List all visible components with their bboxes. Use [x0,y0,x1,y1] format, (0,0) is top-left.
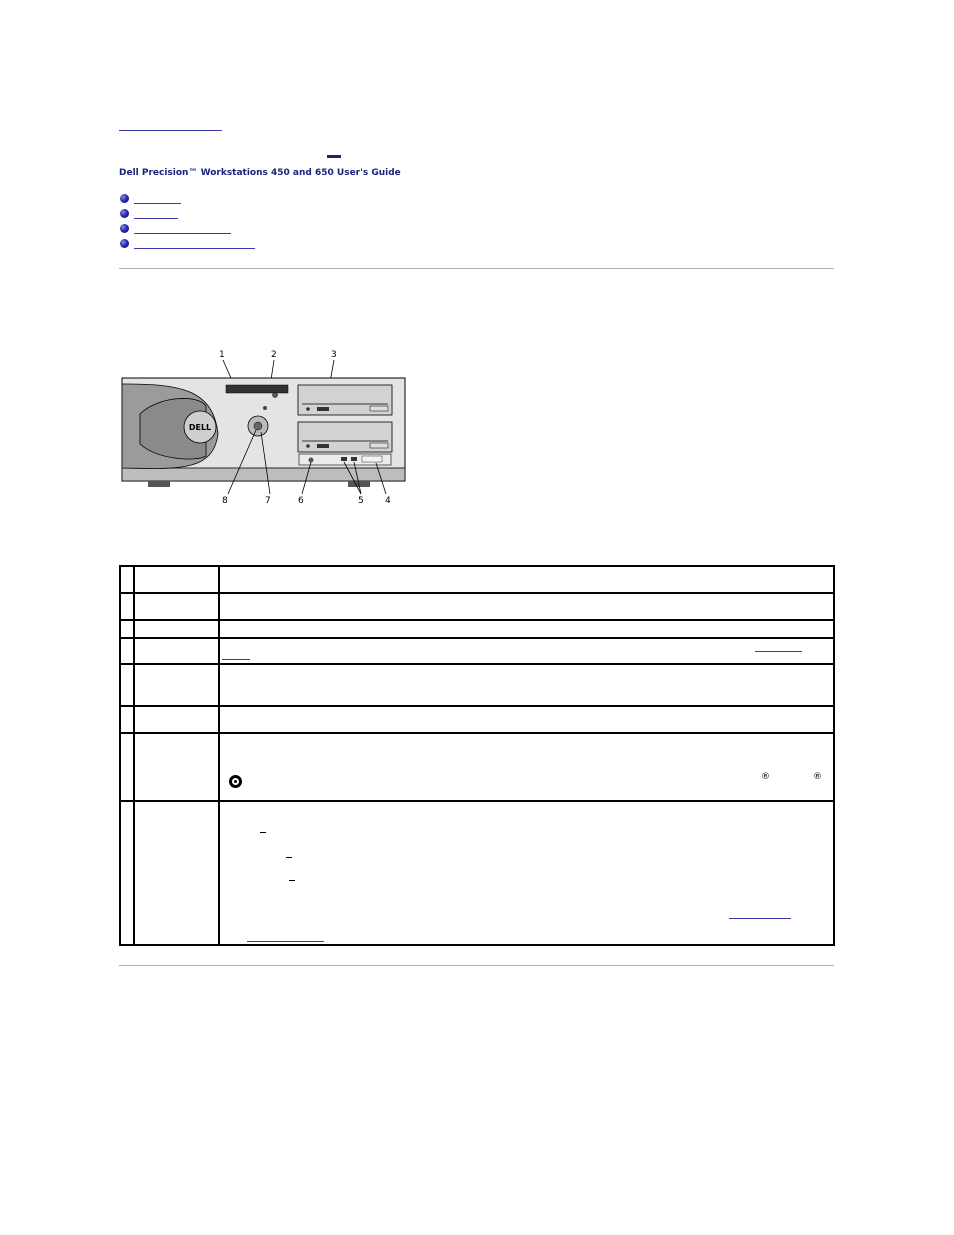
divider-bottom [119,965,834,966]
list-dash [286,857,292,858]
registered-mark: ® [761,772,770,782]
table-link[interactable] [729,918,791,919]
divider-top [119,268,834,269]
bullet-icon [120,194,129,203]
section-link-3[interactable] [134,233,231,234]
dell-logo-text: DELL [188,423,212,432]
table-column-divider [218,567,220,944]
page-subtitle: Dell Precision™ Workstations 450 and 650 User's Guide [119,168,401,178]
registered-mark: ® [813,772,822,782]
table-link[interactable] [247,941,324,942]
header-mark [327,155,341,158]
callout-number: 8 [222,496,228,506]
front-view-table [119,565,835,946]
table-row-divider [121,592,833,594]
section-link-2[interactable] [134,218,178,219]
back-to-contents-link[interactable] [119,130,222,131]
bullet-icon [120,224,129,233]
table-row-divider [121,637,833,639]
computer-front-view-figure [118,344,410,510]
callout-number: 6 [298,496,304,506]
table-link[interactable] [755,651,802,652]
callout-number: 1 [219,350,225,360]
table-row-divider [121,800,833,802]
callout-number: 5 [358,496,364,506]
table-row-divider [121,619,833,621]
table-row-divider [121,663,833,665]
callout-number: 2 [271,350,277,360]
list-dash [289,880,295,881]
callout-number: 3 [331,350,337,360]
callout-number: 4 [385,496,391,506]
bullet-icon [120,209,129,218]
list-dash [260,832,266,833]
bullet-icon [120,239,129,248]
section-link-1[interactable] [134,203,181,204]
notice-icon [229,775,242,788]
table-link[interactable] [222,659,250,660]
table-row-divider [121,732,833,734]
table-column-divider [133,567,135,944]
callout-number: 7 [265,496,271,506]
table-row-divider [121,705,833,707]
section-link-4[interactable] [134,248,255,249]
